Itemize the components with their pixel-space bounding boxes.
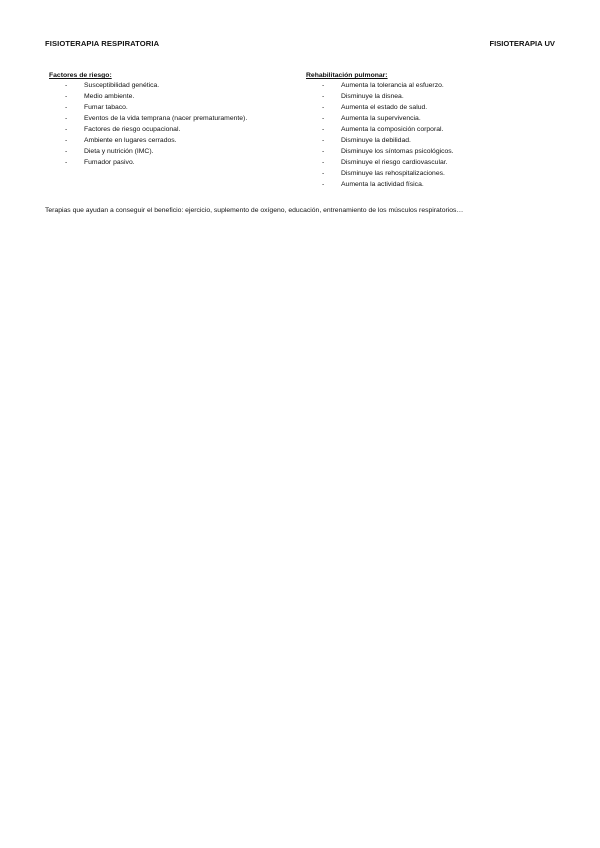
list-item-text: Dieta y nutrición (IMC). [84,148,154,155]
bullet-dash: - [65,115,68,122]
list-item-text: Factores de riesgo ocupacional. [84,126,181,133]
list-item [49,124,181,135]
bullet-dash: - [65,82,68,89]
list-item-text: Aumenta la tolerancia al esfuerzo. [341,82,444,89]
bullet-dash: - [322,148,325,155]
list-item-text: Disminuye el riesgo cardiovascular. [341,159,448,166]
list-item-text: Disminuye la disnea. [341,93,404,100]
bullet-dash: - [65,159,68,166]
list-item-text: Aumenta el estado de salud. [341,104,428,111]
list-item [49,113,248,124]
pulmonary-rehab-section [306,72,454,190]
document-header-title: FISIOTERAPIA RESPIRATORIA [45,39,160,48]
list-item [306,124,444,135]
bullet-dash: - [65,126,68,133]
bullet-dash: - [65,104,68,111]
list-item [49,91,135,102]
therapies-paragraph: Terapias que ayudan a conseguir el beneficio: ejercicio, suplemento de oxígeno, educación, entrenamiento de los músculos respiratorios… [45,207,464,214]
list-item [49,146,154,157]
list-item-text: Disminuye los síntomas psicológicos. [341,148,454,155]
list-item [306,113,421,124]
risk-factors-list [49,80,248,168]
bullet-dash: - [322,82,325,89]
bullet-dash: - [322,181,325,188]
bullet-dash: - [322,170,325,177]
bullet-dash: - [322,115,325,122]
bullet-dash: - [322,137,325,144]
list-item [306,146,454,157]
document-header-course: FISIOTERAPIA UV [489,39,555,48]
bullet-dash: - [322,159,325,166]
bullet-dash: - [65,93,68,100]
risk-factors-heading: Factores de riesgo: [49,72,112,79]
list-item [49,157,135,168]
list-item [306,157,448,168]
list-item-text: Aumenta la composición corporal. [341,126,444,133]
list-item [49,102,128,113]
bullet-dash: - [322,104,325,111]
list-item [306,91,404,102]
list-item-text: Susceptibilidad genética. [84,82,160,89]
list-item [49,80,160,91]
list-item [306,102,428,113]
list-item [306,80,444,91]
pulmonary-rehab-list [306,80,454,190]
list-item-text: Fumador pasivo. [84,159,135,166]
pulmonary-rehab-heading: Rehabilitación pulmonar: [306,72,388,79]
list-item [306,135,411,146]
list-item [306,168,445,179]
list-item-text: Medio ambiente. [84,93,135,100]
list-item-text: Ambiente en lugares cerrados. [84,137,177,144]
bullet-dash: - [322,126,325,133]
list-item-text: Aumenta la actividad física. [341,181,424,188]
bullet-dash: - [322,93,325,100]
list-item-text: Disminuye la debilidad. [341,137,411,144]
risk-factors-section [49,72,248,168]
list-item [49,135,177,146]
list-item-text: Aumenta la supervivencia. [341,115,421,122]
bullet-dash: - [65,148,68,155]
list-item [306,179,424,190]
bullet-dash: - [65,137,68,144]
list-item-text: Fumar tabaco. [84,104,128,111]
list-item-text: Eventos de la vida temprana (nacer prematuramente). [84,115,248,122]
list-item-text: Disminuye las rehospitalizaciones. [341,170,445,177]
